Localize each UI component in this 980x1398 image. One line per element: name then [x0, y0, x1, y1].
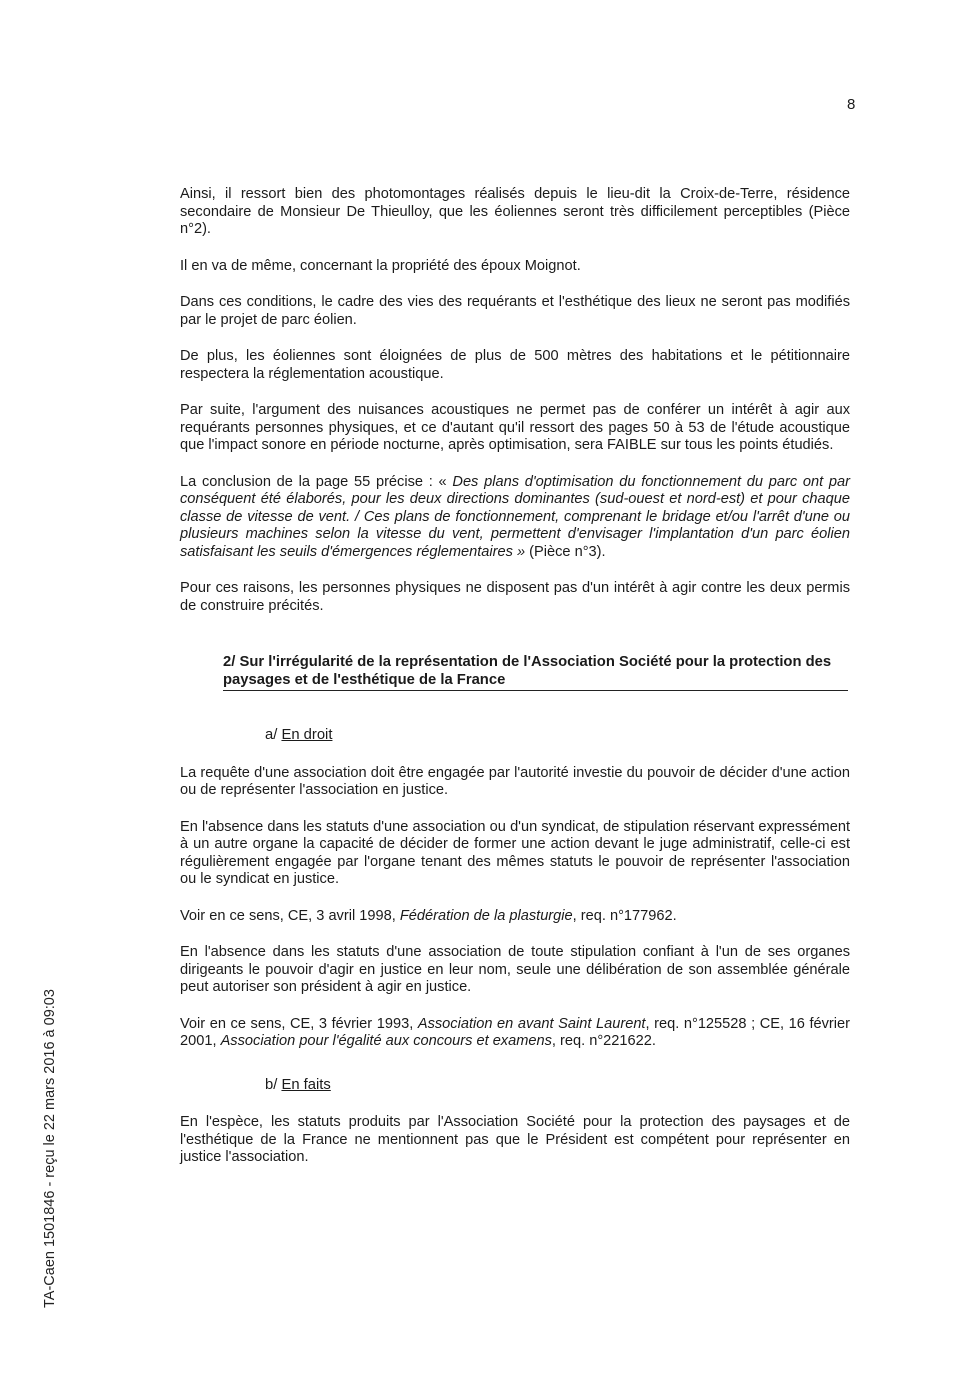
reception-stamp: TA-Caen 1501846 - reçu le 22 mars 2016 à 09:03 — [42, 989, 58, 1308]
conclusion-lead: La conclusion de la page 55 précise : « — [180, 473, 453, 490]
citation-lead: Voir en ce sens, CE, 3 février 1993, — [180, 1015, 418, 1032]
paragraph-espece: En l'espèce, les statuts produits par l'Association Société pour la protection des paysages et de l'esthétique de la France ne mentionnent pas que le Président est compétent pour représenter en justice l'association. — [180, 1114, 850, 1165]
citation-case: Fédération de la plasturgie — [399, 907, 573, 924]
conclusion-tail: (Pièce n°3). — [525, 543, 606, 560]
paragraph-requete: La requête d'une association doit être engagée par l'autorité investie du pouvoir de décider d'une action ou de représenter l'association en justice. — [180, 764, 850, 798]
subheading-b-label: En faits — [281, 1076, 331, 1093]
subheading-a-label: En droit — [281, 727, 333, 743]
subheading-a-prefix: a/ — [265, 727, 282, 743]
citation-tail: , req. n°177962. — [572, 907, 677, 924]
paragraph-conditions: Dans ces conditions, le cadre des vies des requérants et l'esthétique des lieux ne seront pas modifiés par le projet de parc éolien. — [180, 294, 850, 328]
section-2-heading: 2/ Sur l'irrégularité de la représentation de l'Association Société pour la protection des paysages et de l'esthétique de la France — [223, 653, 848, 691]
subheading-en-faits — [265, 1077, 850, 1095]
citation-case: Association pour l'égalité aux concours et examens — [220, 1033, 552, 1049]
document-body — [180, 186, 850, 1186]
paragraph-ce-1998 — [180, 908, 850, 926]
page-number: 8 — [847, 96, 856, 113]
paragraph-distance: De plus, les éoliennes sont éloignées de plus de 500 mètres des habitations et le pétitionnaire respectera la réglementation acoustique. — [180, 348, 850, 382]
conclusion-quote: Des plans d'optimisation du fonctionnement du parc ont par conséquent été élaborés, pour les deux directions dominantes (sud-ouest et nord-est) et pour chaque classe de vitesse de vent. / Ces plans de fonctionnement, comprenant le bridage et/ou l'arrêt d'une ou plusieurs machines selon la vitesse du vent, permettent d'envisager l'implantation d'un parc éolien satisfaisant les seuils d'émergences réglementaires » — [180, 473, 851, 560]
citation-case: Association en avant Saint Laurent — [417, 1015, 646, 1032]
paragraph-statuts: En l'absence dans les statuts d'une association ou d'un syndicat, de stipulation réservant expressément à un autre organe la capacité de décider de former une action devant le juge administratif, celle-ci est régulièrement engagée par l'organe tenant des mêmes statuts le pouvoir de représenter l'association ou le syndicat en justice. — [180, 818, 850, 887]
subheading-b-prefix: b/ — [265, 1076, 282, 1093]
paragraph-moignot: Il en va de même, concernant la propriété des époux Moignot. — [180, 257, 581, 274]
citation-mid: , req. n°125528 ; CE, 16 février 2001, — [180, 1015, 851, 1049]
paragraph-conclusion — [180, 474, 850, 562]
subheading-en-droit — [265, 727, 850, 745]
paragraph-ce-1993 — [180, 1016, 850, 1051]
paragraph-photomontages: Ainsi, il ressort bien des photomontages réalisés depuis le lieu-dit la Croix-de-Terre, résidence secondaire de Monsieur De Thieulloy, que les éoliennes seront très difficilement perceptibles (Pièce n°2). — [180, 186, 850, 237]
paragraph-assemblee: En l'absence dans les statuts d'une association de toute stipulation confiant à l'un de ses organes dirigeants le pouvoir d'agir en justice en leur nom, seule une délibération de son assemblée générale peut autoriser son président à agir en justice. — [180, 944, 850, 995]
paragraph-acoustic: Par suite, l'argument des nuisances acoustiques ne permet pas de conférer un intérêt à agir aux requérants personnes physiques, et ce d'autant qu'il ressort des pages 50 à 53 de l'étude acoustique que l'impact sonore en période nocturne, après optimisation, sera FAIBLE sur tous les points étudiés. — [180, 402, 850, 453]
paragraph-reasons: Pour ces raisons, les personnes physiques ne disposent pas d'un intérêt à agir contre les deux permis de construire précités. — [180, 580, 850, 614]
citation-tail: , req. n°221622. — [551, 1033, 656, 1049]
citation-lead: Voir en ce sens, CE, 3 avril 1998, — [180, 907, 400, 924]
